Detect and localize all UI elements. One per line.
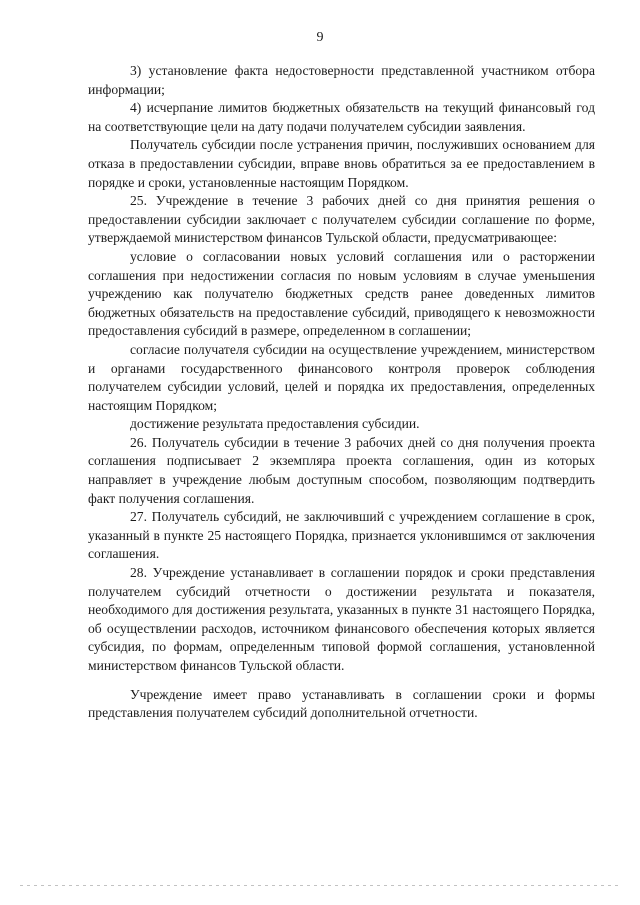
paragraph-item-3: 3) установление факта недостоверности представленной участником отбора информации; <box>88 63 595 97</box>
paragraph-condition-agreement: условие о согласовании новых условий соглашения или о расторжении соглашения при недостижении согласия по новым условиям в случае уменьшения учреждению как получателю бюджетных средств ранее доведенных лимитов бюджетных обязательств на предоставление субсидий, приводящего к невозможности предоставления субсидий в размере, определенном в соглашении; <box>88 248 595 339</box>
paragraph-item-4: 4) исчерпание лимитов бюджетных обязательств на текущий финансовый год на соответствующие цели на дату подачи получателем субсидии заявления. <box>88 100 595 134</box>
page-number: 9 <box>316 30 324 45</box>
paragraph-result: достижение результата предоставления субсидии. <box>130 416 420 432</box>
paragraph-consent-inspection: согласие получателя субсидии на осуществление учреждением, министерством и органами государственного финансового контроля проверок соблюдения получателем субсидии условий, целей и порядка их предоставления, определенных настоящим Порядком; <box>88 341 595 413</box>
paragraph-reapply: Получатель субсидии после устранения причин, послуживших основанием для отказа в предоставлении субсидии, вправе вновь обратиться за ее предоставлением в порядке и сроки, установленные настоящим Порядком. <box>88 137 595 190</box>
document-body <box>88 62 595 723</box>
paragraph-25: 25. Учреждение в течение 3 рабочих дней со дня принятия решения о предоставлении субсидии заключает с получателем субсидии соглашение по форме, утверждаемой министерством финансов Тульской области, предусматривающее: <box>88 193 595 246</box>
paragraph-27: 27. Получатель субсидий, не заключивший с учреждением соглашение в срок, указанный в пункте 25 настоящего Порядка, признается уклонившимся от заключения соглашения. <box>88 509 595 562</box>
paragraph-26: 26. Получатель субсидии в течение 3 рабочих дней со дня получения проекта соглашения подписывает 2 экземпляра проекта соглашения, один из которых направляет в учреждение любым доступным способом, позволяющим подтвердить факт получения соглашения. <box>88 434 595 506</box>
scan-artifact-line <box>20 885 620 886</box>
paragraph-28: 28. Учреждение устанавливает в соглашении порядок и сроки представления получателем субсидий отчетности о достижении результата и показателя, необходимого для достижения результата, указанных в пункте 31 настоящего Порядка, об осуществлении расходов, источником финансового обеспечения которых является субсидия, по формам, определенным типовой формой соглашения, установленной министерством финансов Тульской области. <box>88 565 595 673</box>
paragraph-additional-reporting: Учреждение имеет право устанавливать в соглашении сроки и формы представления получателем субсидий дополнительной отчетности. <box>88 686 595 721</box>
